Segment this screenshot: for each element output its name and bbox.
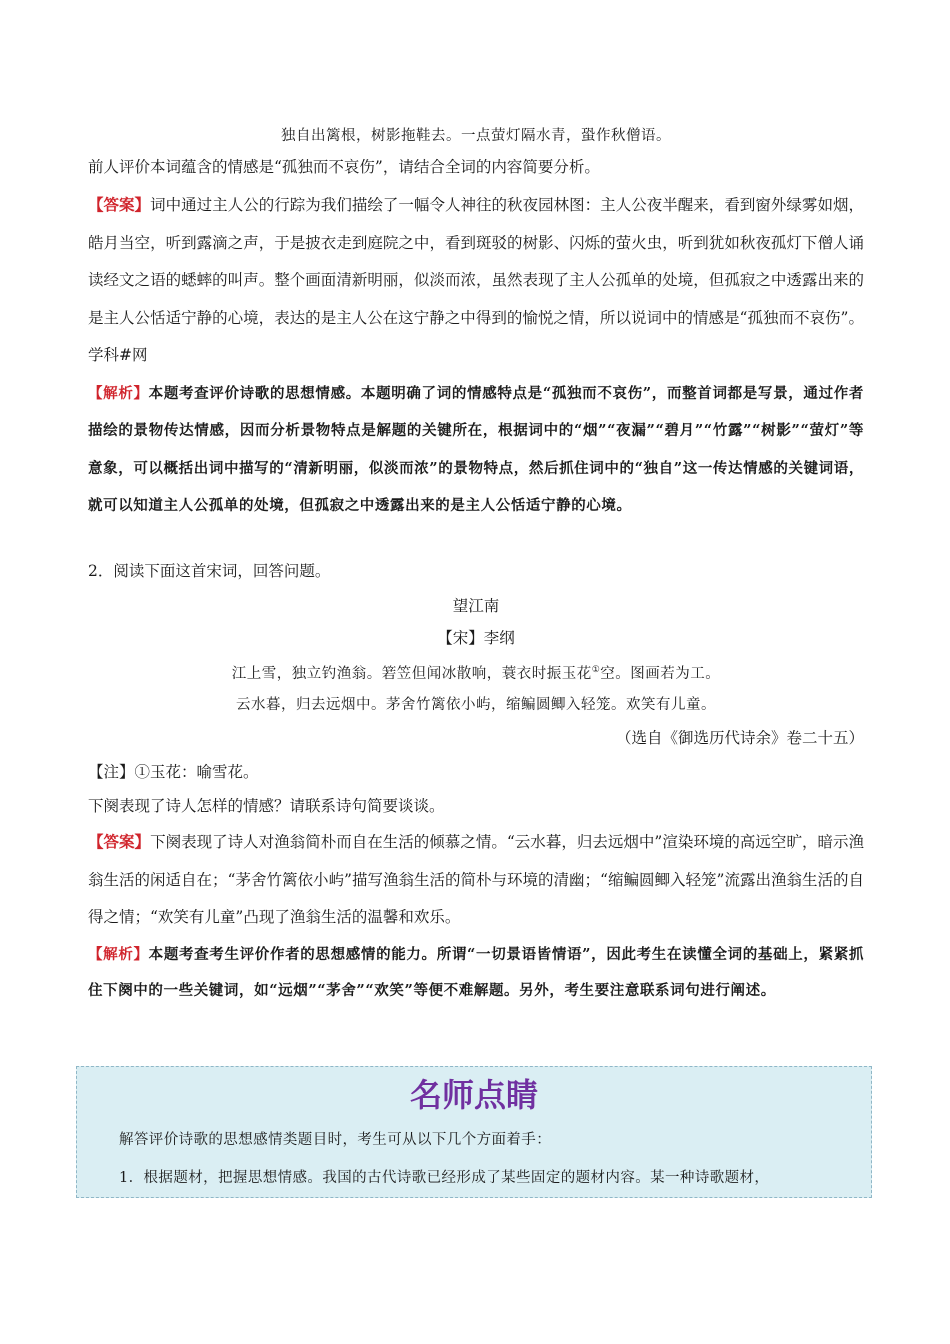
poem-line-1-b: 空。图画若为工。: [600, 665, 721, 682]
q2-prompt: 2．阅读下面这首宋词，回答问题。: [88, 561, 331, 580]
poem-last-line: 独自出篱根，树影拖鞋去。一点萤灯隔水青，蛩作秋僧语。: [281, 128, 671, 144]
answer-tag: 【答案】: [88, 832, 151, 852]
q1-analysis-text: 本题考查评价诗歌的思想情感。本题明确了词的情感特点是“孤独而不哀伤”，而整首词都是写景，通过作者描绘的景物传达情感，因而分析景物特点是解题的关键所在，根据词中的“烟”“夜漏”“碧月”“竹露”“树影”“萤灯”等意象，可以概括出词中描写的“清新明丽，似淡而浓”的景物特点，然后抓住词中的“独自”这一传达情感的关键词语，就可以知道主人公孤单的处境，但孤寂之中透露出来的是主人公恬适宁静的心境。: [88, 384, 864, 514]
footnote-marker: ①: [591, 664, 601, 675]
poem-line-2: 云水暮，归去远烟中。茅舍竹篱依小屿，缩鳊圆鲫入轻笼。欢笑有儿童。: [236, 697, 716, 714]
poem-line-1: [88, 654, 864, 690]
q2-question: 下阕表现了诗人怎样的情感？请联系诗句简要谈谈。: [88, 797, 445, 816]
answer-tag: 【答案】: [88, 195, 151, 214]
q2-answer-text: 下阕表现了诗人对渔翁简朴而自在生活的倾慕之情。“云水暮，归去远烟中”渲染环境的高远空旷，暗示渔翁生活的闲适自在；“茅舍竹篱依小屿”描写渔翁生活的简朴与环境的清幽；“缩鳊圆鲫入轻笼”流露出渔翁生活的自得之情；“欢笑有儿童”凸现了渔翁生活的温馨和欢乐。: [88, 833, 864, 927]
document-body: [88, 118, 864, 1009]
poem-title: 望江南: [452, 596, 500, 615]
analysis-tag: 【解析】: [88, 945, 149, 963]
q1-question: 前人评价本词蕴含的情感是“孤独而不哀伤”，请结合全词的内容简要分析。: [88, 158, 600, 176]
analysis-tag: 【解析】: [88, 384, 149, 402]
q1-answer-text: 词中通过主人公的行踪为我们描绘了一幅令人神往的秋夜园林图：主人公夜半醒来，看到窗外绿雾如烟，皓月当空，听到露滴之声，于是披衣走到庭院之中，看到斑驳的树影、闪烁的萤火虫，听到犹如秋夜孤灯下僧人诵读经文之语的蟋蟀的叫声。整个画面清新明丽，似淡而浓，虽然表现了主人公孤单的处境，但孤寂之中透露出来的是主人公恬适宁静的心境，表达的是主人公在这宁静之中得到的愉悦之情，所以说词中的情感是“孤独而不哀伤”。 学科#网: [88, 196, 864, 364]
q1-analysis: [88, 375, 864, 525]
q2-answer: [88, 823, 864, 937]
tip-line-1: 解答评价诗歌的思想感情类题目时，考生可从以下几个方面着手：: [119, 1132, 552, 1148]
tip-title: 名师点睛: [409, 1076, 538, 1114]
q2-analysis-text: 本题考查考生评价作者的思想感情的能力。所谓“一切景语皆情语”，因此考生在读懂全词的基础上，紧紧抓住下阕中的一些关键词，如“远烟”“茅舍”“欢笑”等便不难解题。另外，考生要注意联系词句进行阐述。: [88, 945, 864, 999]
tip-box: [76, 1066, 872, 1198]
poem-author: 【宋】李纲: [437, 628, 515, 647]
poem-source: （选自《御选历代诗余》卷二十五）: [615, 729, 864, 748]
q2-analysis: [88, 937, 864, 1009]
q1-answer: [88, 186, 864, 375]
poem-note: 【注】①玉花：喻雪花。: [88, 763, 259, 782]
poem-line-1-a: 江上雪，独立钓渔翁。箬笠但闻冰散响，蓑衣时振玉花: [231, 665, 592, 682]
tip-line-2: 1．根据题材，把握思想情感。我国的古代诗歌已经形成了某些固定的题材内容。某一种诗歌题材，: [119, 1170, 770, 1186]
